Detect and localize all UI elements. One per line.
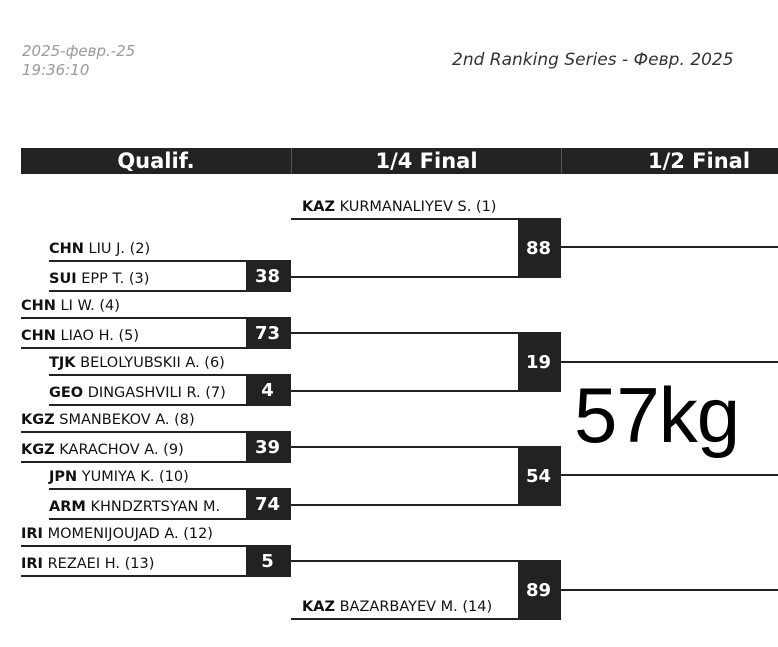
qualif-score: 4 [246,376,289,404]
athlete-name: KHNDZRTSYAN M. [90,499,221,515]
athlete-country: CHN [21,328,56,344]
quarterfinal-score: 89 [518,562,559,618]
bracket-line [291,504,561,506]
bracket-line [291,618,561,620]
bracket-line [291,390,561,392]
athlete-entry [21,525,213,543]
athlete-country: KGZ [21,412,55,428]
athlete-country: TJK [49,355,76,371]
athlete-entry [49,354,225,372]
athlete-entry [49,270,149,288]
bracket-line [49,290,291,292]
bracket-line [561,474,778,476]
round-quarterfinal-label: 1/4 Final [375,149,478,173]
athlete-entry [49,384,226,402]
athlete-entry [21,441,184,459]
bracket-connector [559,218,561,278]
athlete-name: KURMANALIYEV S. (1) [339,199,497,215]
athlete-country: SUI [49,271,77,287]
bracket-line [21,347,291,349]
bracket-line [49,518,291,520]
athlete-entry [49,498,220,516]
qualif-score: 73 [246,319,289,347]
qualif-score: 5 [246,547,289,575]
quarterfinal-score: 19 [518,334,559,390]
event-title: 2nd Ranking Series - Февр. 2025 [452,50,734,70]
athlete-entry [21,297,120,315]
athlete-name: SMANBEKOV A. (8) [59,412,195,428]
quarterfinal-score: 88 [518,220,559,276]
athlete-country: KAZ [302,199,335,215]
bracket-line [49,404,291,406]
athlete-name: MOMENIJOUJAD A. (12) [47,526,213,542]
athlete-entry [49,240,150,258]
athlete-entry [49,468,189,486]
athlete-entry [21,327,139,345]
athlete-country: IRI [21,556,43,572]
athlete-entry [302,598,492,616]
athlete-name: LIU J. (2) [88,241,151,257]
athlete-country: KGZ [21,442,55,458]
athlete-name: DINGASHVILI R. (7) [87,385,226,401]
print-date: 2025-февр.-25 [22,42,136,60]
round-qualif-label: Qualif. [117,149,195,173]
quarterfinal-score: 54 [518,448,559,504]
round-semifinal-label: 1/2 Final [647,149,751,173]
athlete-name: REZAEI H. (13) [47,556,155,572]
bracket-line [561,246,778,248]
bracket-line [291,276,561,278]
qualif-score: 39 [246,433,289,461]
athlete-country: ARM [49,499,86,515]
athlete-name: YUMIYA K. (10) [81,469,189,485]
athlete-entry [21,555,154,573]
athlete-name: EPP T. (3) [81,271,150,287]
athlete-country: KAZ [302,599,335,615]
athlete-country: JPN [49,469,78,485]
athlete-name: BAZARBAYEV M. (14) [339,599,493,615]
bracket-line [21,575,291,577]
qualif-score: 38 [246,262,289,290]
athlete-name: KARACHOV A. (9) [59,442,184,458]
qualif-score: 74 [246,490,289,518]
athlete-name: LIAO H. (5) [60,328,139,344]
bracket-line [21,461,291,463]
weight-class-label: 57kg [574,371,740,459]
print-time: 19:36:10 [22,61,90,79]
athlete-country: IRI [21,526,43,542]
athlete-entry [21,411,195,429]
athlete-name: LI W. (4) [60,298,120,314]
bracket-connector [559,446,561,506]
bracket-line [561,361,778,363]
athlete-name: BELOLYUBSKII A. (6) [80,355,225,371]
bracket-line [561,589,778,591]
athlete-country: CHN [49,241,84,257]
athlete-entry [302,198,496,216]
athlete-country: GEO [49,385,84,401]
athlete-country: CHN [21,298,56,314]
